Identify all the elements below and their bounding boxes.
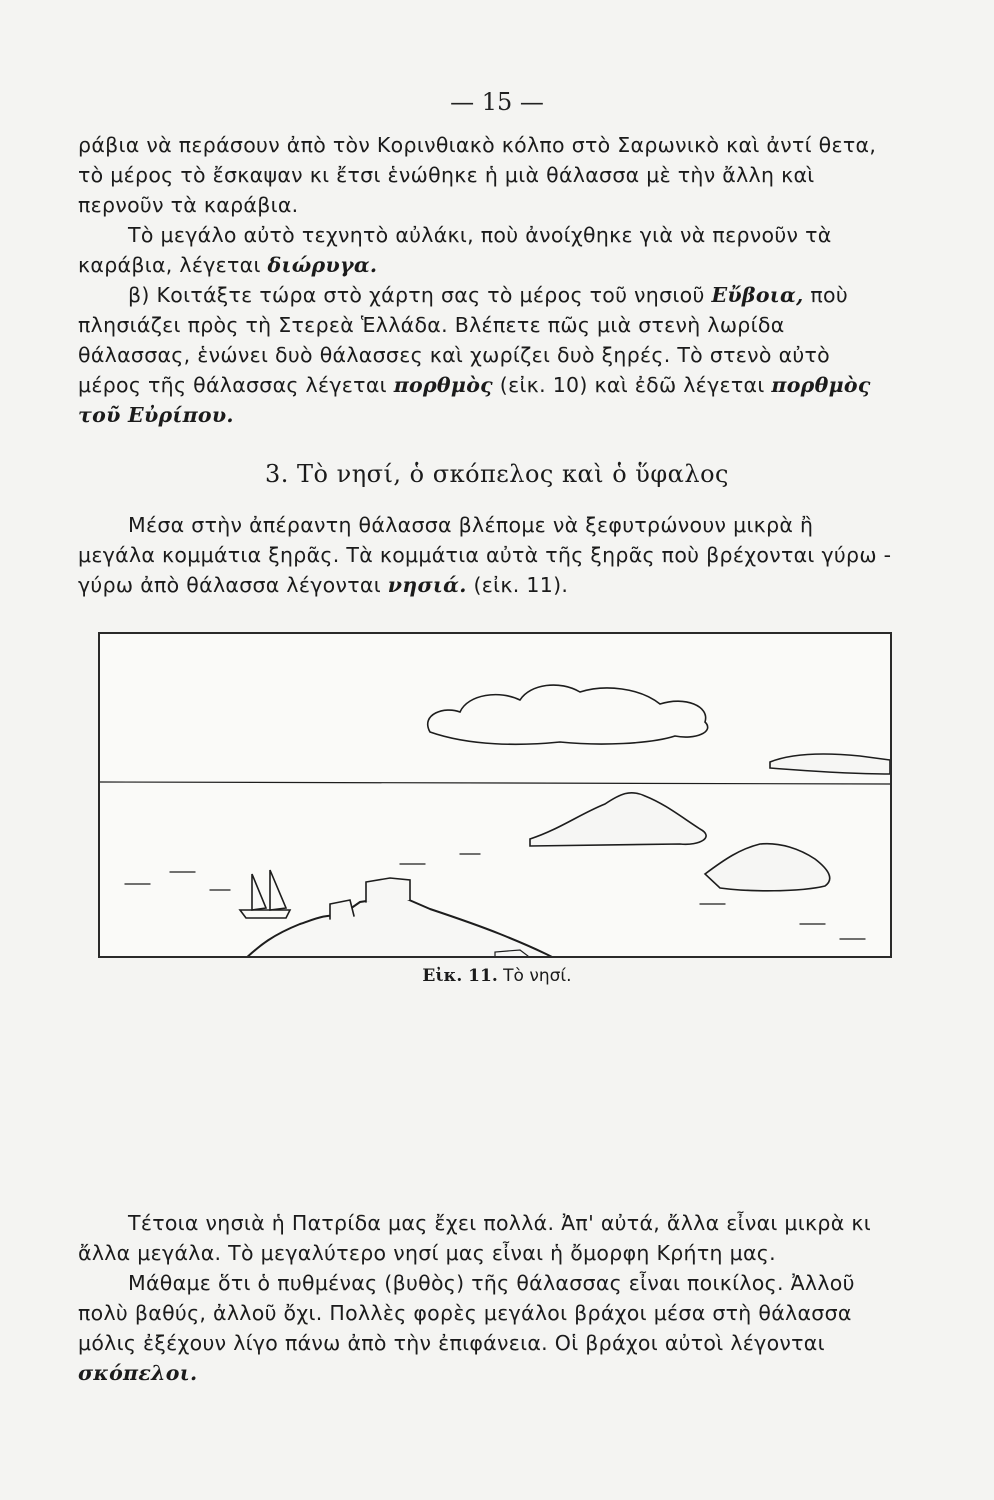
term-islands: νησιά. — [387, 573, 467, 597]
islet-right — [705, 844, 830, 891]
term-rocks: σκόπελοι. — [78, 1361, 198, 1385]
paragraph-canal-definition — [78, 220, 896, 280]
term-euboea: Εὔβοια, — [711, 283, 804, 307]
paragraph-homeland-islands: Τέτοια νησιὰ ἡ Πατρίδα μας ἔχει πολλά. Ἀπ' αὐτά, ἄλλα εἶναι μικρὰ κι ἄλλα μεγάλα. Τὸ μεγαλύτερο νησί μας εἶναι ἡ ὄμορφη Κρήτη μας. — [78, 1211, 871, 1265]
middle-text-block — [78, 510, 896, 600]
islands-sentence-b: (εἰκ. 11). — [466, 573, 569, 597]
term-euripus-strait: πορθμὸς τοῦ Εὐρίπου. — [78, 373, 871, 427]
term-strait: πορθμὸς — [393, 373, 493, 397]
strait-sentence-b: ποὺ πλησιάζει πρὸς τὴ Στερεὰ Ἑλλάδα. Βλέπετε πῶς μιὰ στενὴ λωρίδα θάλασσας, ἑνώνει δυὸ θάλασσες καὶ χωρίζει δυὸ ξηρές. Τὸ στενὸ αὐτὸ μέρος τῆς θάλασσας λέγεται — [78, 283, 848, 397]
cloud — [428, 685, 708, 744]
chapel — [330, 900, 354, 919]
caption-label: Εἰκ. 11. — [422, 966, 498, 986]
figure-caption — [0, 966, 994, 986]
section-heading: 3. Τὸ νησί, ὁ σκόπελος καὶ ὁ ὕφαλος — [264, 460, 729, 488]
main-island-outline — [160, 896, 720, 956]
island-drawing — [100, 634, 890, 956]
canal-sentence: Τὸ μεγάλο αὐτὸ τεχνητὸ αὐλάκι, ποὺ ἀνοίχθηκε γιὰ νὰ περνοῦν τὰ καράβια, λέγεται — [78, 223, 832, 277]
paragraph-strait — [78, 280, 896, 430]
horizon-line — [100, 782, 890, 784]
paragraph-islands — [78, 510, 896, 600]
islands-sentence-a: Μέσα στὴν ἀπέραντη θάλασσα βλέπομε νὰ ξεφυτρώνουν μικρὰ ἢ μεγάλα κομμάτια ξηρᾶς. Τὰ κομμάτια αὐτὰ τῆς ξηρᾶς ποὺ βρέχονται γύρω - γύρω ἀπὸ θάλασσα λέγονται — [78, 513, 892, 597]
bottom-text-block — [78, 1208, 896, 1388]
fortress — [366, 878, 410, 902]
page-number: — 15 — — [450, 88, 544, 116]
island-illustration — [98, 632, 892, 958]
islet-far-right — [770, 754, 890, 774]
caption-text: Τὸ νησί. — [503, 966, 572, 986]
paragraph-sea-rocks — [78, 1268, 896, 1388]
rocks-sentence: Μάθαμε ὅτι ὁ πυθμένας (βυθὸς) τῆς θάλασσας εἶναι ποικίλος. Ἀλλοῦ πολὺ βαθύς, ἀλλοῦ ὄχι. Πολλὲς φορὲς μεγάλοι βράχοι μέσα στὴ θάλασσα μόλις ἐξέχουν λίγο πάνω ἀπὸ τὴν ἐπιφάνεια. Οἱ βράχοι αὐτοὶ λέγονται — [78, 1271, 855, 1355]
term-canal: διώρυγα. — [267, 253, 378, 277]
sailboat-left — [240, 870, 290, 918]
paragraph-canal-intro: ράβια νὰ περάσουν ἀπὸ τὸν Κορινθιακὸ κόλπο στὸ Σαρωνικὸ καὶ ἀντί θετα, τὸ μέρος τὸ ἔσκαψαν κι ἔτσι ἑνώθηκε ἡ μιὰ θάλασσα μὲ τὴν ἄλλη καὶ περνοῦν τὰ καράβια. — [78, 133, 877, 217]
islet-center — [530, 793, 706, 846]
strait-sentence-a: β) Κοιτάξτε τώρα στὸ χάρτη σας τὸ μέρος τοῦ νησιοῦ — [128, 283, 712, 307]
strait-sentence-c: (εἰκ. 10) καὶ ἐδῶ λέγεται — [492, 373, 772, 397]
top-text-block — [78, 130, 896, 430]
